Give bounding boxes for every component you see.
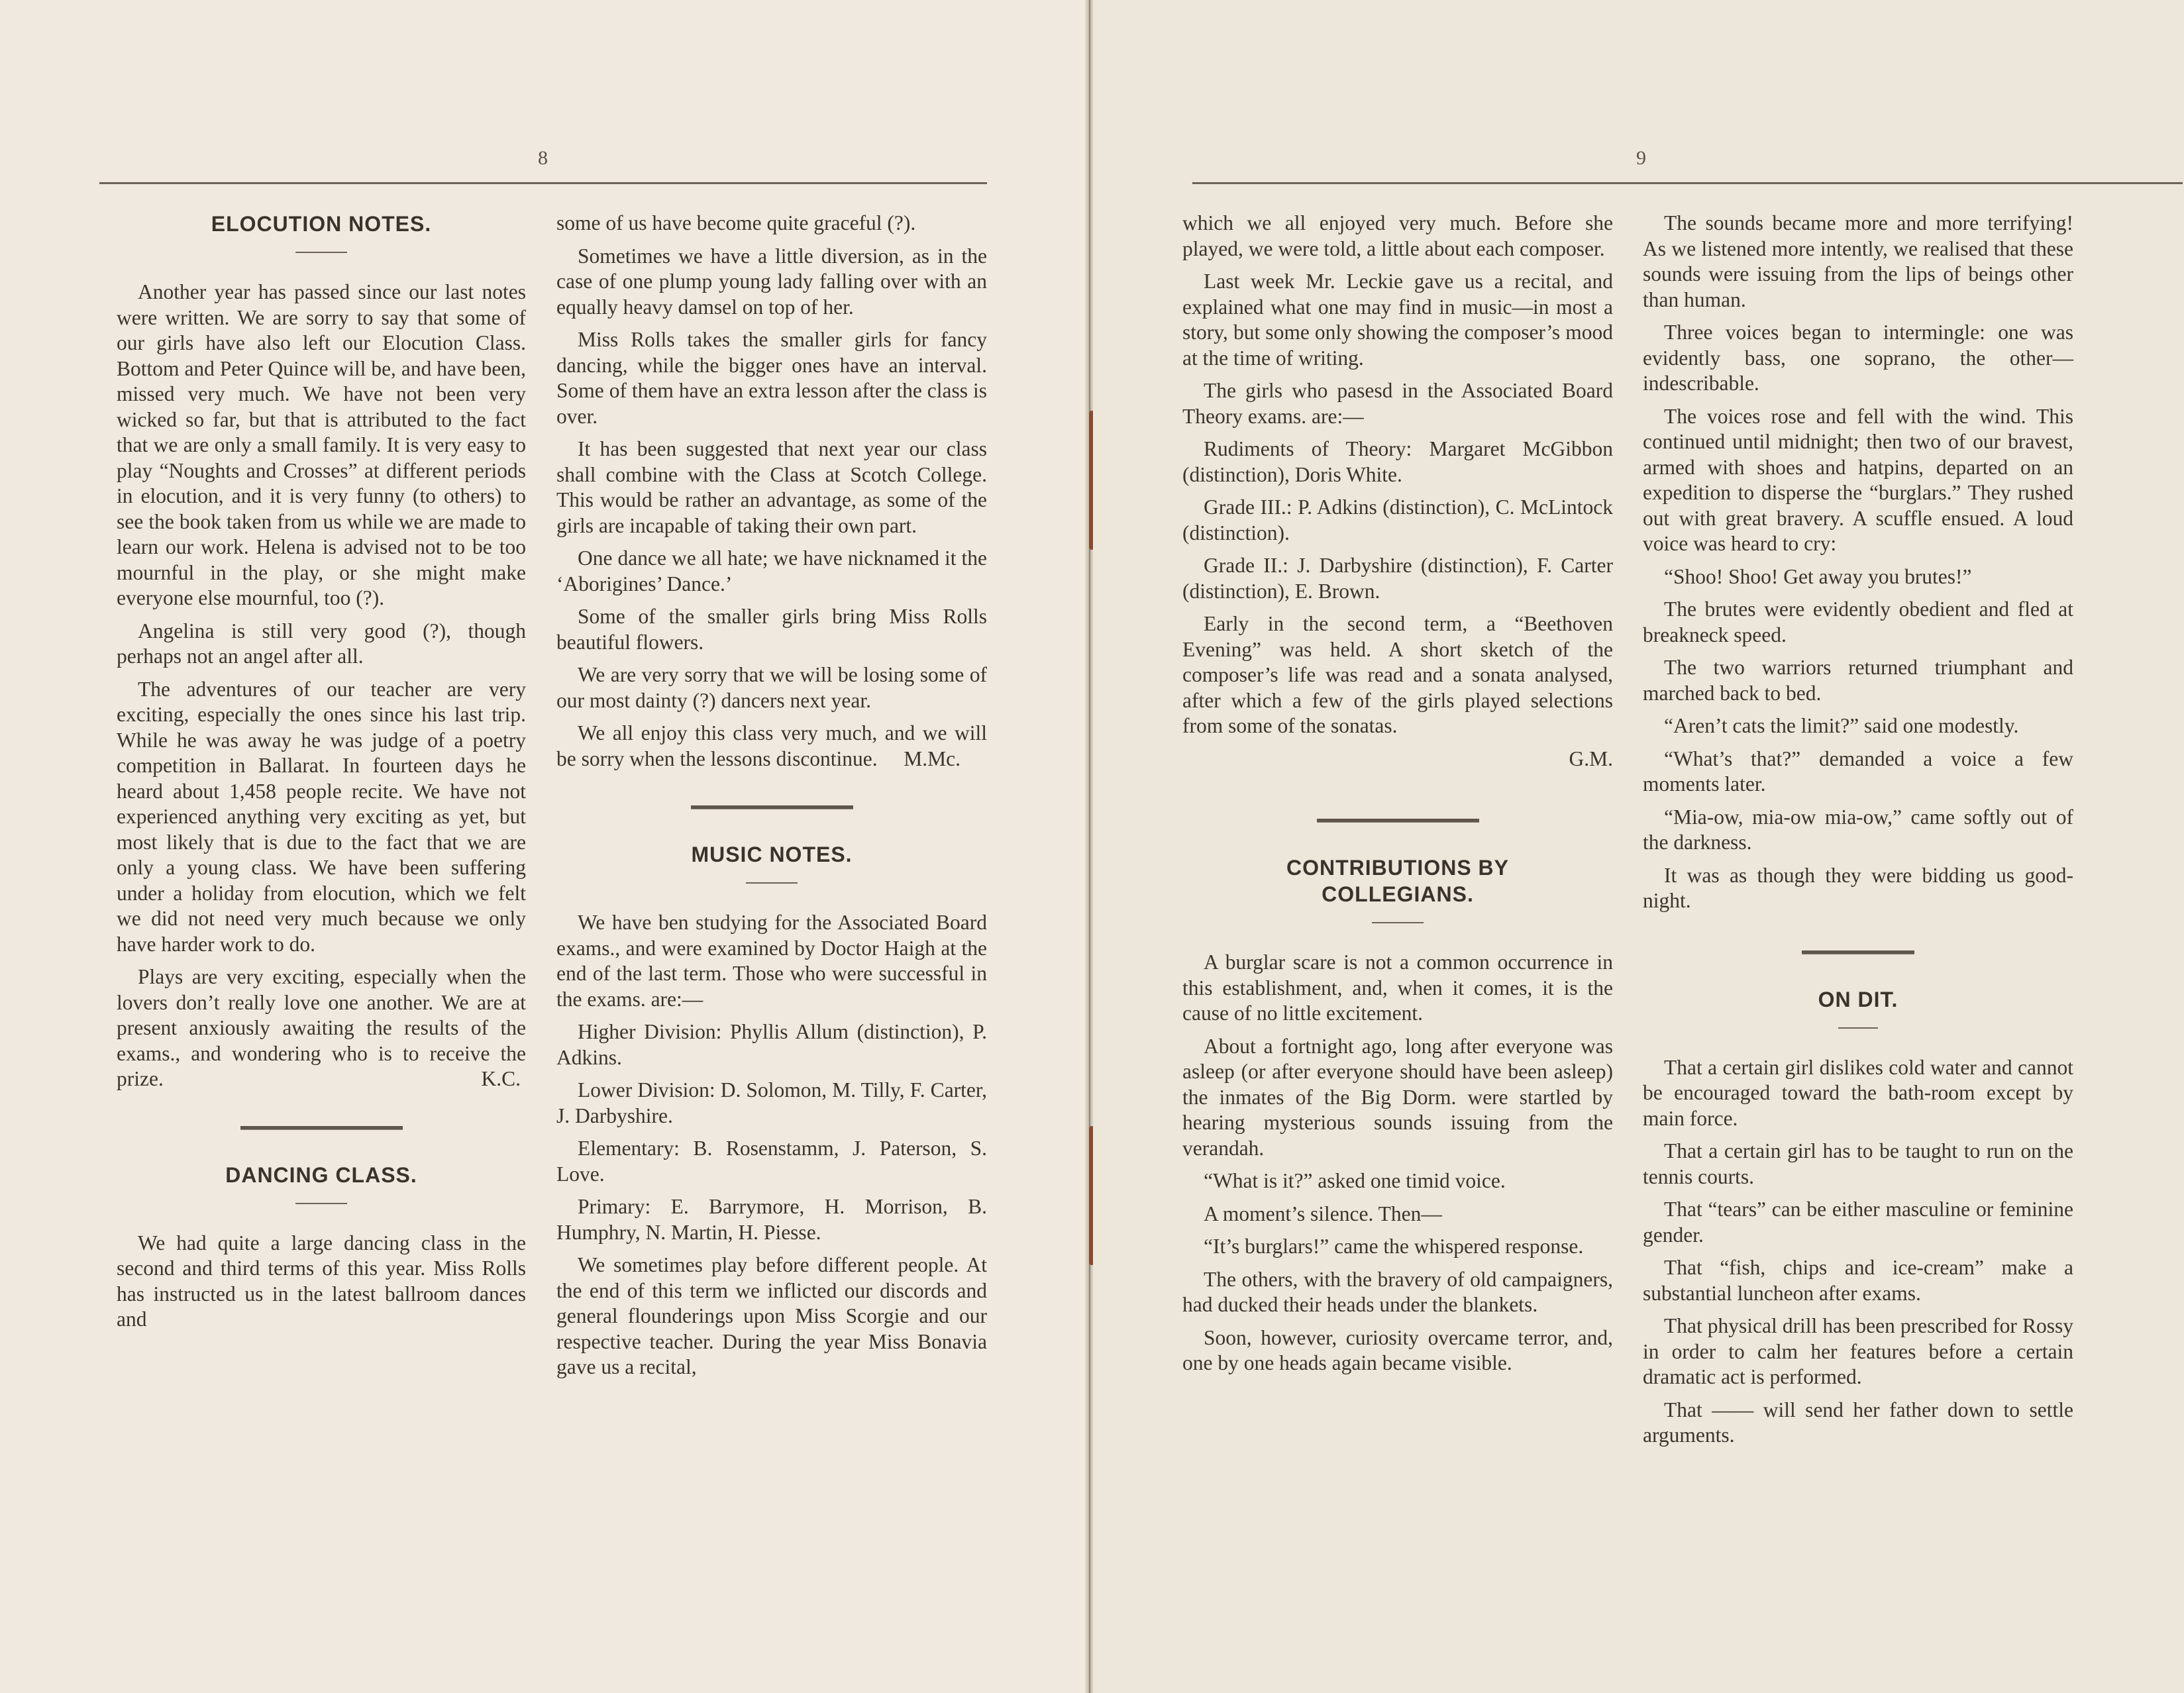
paragraph: which we all enjoyed very much. Before she played, we were told, a little about each composer. bbox=[1182, 211, 1613, 260]
paragraph: A moment’s silence. Then— bbox=[1204, 1202, 1442, 1225]
signature: K.C. bbox=[481, 1067, 521, 1090]
paragraph: The voices rose and fell with the wind. This continued until midnight; then two of our bravest, armed with shoes and hatpins, departed on an expedition to disperse the “burglars.” They rushed out with great bravery. A scuffle ensued. A loud voice was heard to cry: bbox=[1643, 404, 2073, 555]
section-heading-line-2: COLLEGIANS. bbox=[1322, 882, 1474, 906]
page-number: 9 bbox=[1636, 147, 1646, 169]
section-divider bbox=[691, 805, 853, 809]
paragraph: Another year has passed since our last notes were written. We are sorry to say that some of our girls have also left our Elocution Class. Bottom and Peter Quince will be, and have been, missed very much. We have not been very wicked so far, but that is attributed to the fact that we are only a small family. It is very easy to play “Noughts and Crosses” at different periods in elocution, and it is very funny (to others) to see the book taken from us while we are made to learn our work. Helena is advised not to be too mournful in the play, or she might make everyone else mournful, too (?). bbox=[117, 280, 526, 609]
paragraph: some of us have become quite graceful (?). bbox=[556, 211, 916, 234]
paragraph bbox=[556, 721, 987, 772]
paragraph: The girls who pasesd in the Associated Board Theory exams. are:— bbox=[1182, 379, 1613, 428]
paragraph: A burglar scare is not a common occurrence in this establishment, and, when it comes, it is the cause of no little excitement. bbox=[1182, 950, 1613, 1025]
paragraph: About a fortnight ago, long after everyone was asleep (or after everyone should have been asleep) the inmates of the Big Dorm. were startled by hearing mysterious sounds issuing from the verandah. bbox=[1182, 1034, 1613, 1160]
paragraph: “It’s burglars!” came the whispered response. bbox=[1204, 1235, 1584, 1258]
paragraph: The sounds became more and more terrifying! As we listened more intently, we realised that these sounds were issuing from the lips of beings other than human. bbox=[1643, 211, 2073, 311]
paragraph-text: We all enjoy this class very much, and we will be sorry when the lessons discontinue. bbox=[556, 721, 987, 770]
paragraph: Elementary: B. Rosenstamm, J. Paterson, S. Love. bbox=[556, 1137, 987, 1186]
paragraph: “Shoo! Shoo! Get away you brutes!” bbox=[1664, 564, 1972, 588]
page-number: 8 bbox=[538, 147, 548, 169]
paragraph: The adventures of our teacher are very exciting, especially the ones since his last trip. While he was away he was judge of a poetry competition in Ballarat. In fourteen days he heard about 1,458 people recite. We have not experienced anything very exciting as yet, but most likely that is due to the fact that we are only a young class. We have been suffering under a holiday from elocution, which we felt we did not need very much because we only have harder work to do. bbox=[117, 677, 526, 956]
paragraph: That “tears” can be either masculine or feminine gender. bbox=[1643, 1198, 2073, 1247]
section-heading-line-1: CONTRIBUTIONS BY bbox=[1286, 856, 1509, 880]
header-rule bbox=[1192, 182, 2183, 184]
paragraph: Miss Rolls takes the smaller girls for fancy dancing, while the bigger ones have an interval. Some of them have an extra lesson after the class is over. bbox=[556, 328, 987, 428]
section-heading: ON DIT. bbox=[1818, 987, 1898, 1011]
section-heading: DANCING CLASS. bbox=[225, 1162, 417, 1187]
paragraph: One dance we all hate; we have nicknamed it the ‘Aborigines’ Dance.’ bbox=[556, 546, 987, 595]
paragraph: It was as though they were bidding us good-night. bbox=[1643, 863, 2073, 912]
paragraph: We have ben studying for the Associated Board exams., and were examined by Doctor Haigh at the end of the last term. Those who were successful in the exams. are:— bbox=[556, 911, 987, 1011]
paragraph: The brutes were evidently obedient and fled at breakneck speed. bbox=[1643, 597, 2073, 646]
paragraph bbox=[117, 964, 526, 1092]
paragraph: “Mia-ow, mia-ow mia-ow,” came softly out of the darkness. bbox=[1643, 805, 2073, 854]
signature: G.M. bbox=[1569, 746, 1613, 770]
paragraph: That a certain girl dislikes cold water and cannot be encouraged toward the bath-room except by main force. bbox=[1643, 1055, 2073, 1130]
paragraph: Grade II.: J. Darbyshire (distinction), F. Carter (distinction), E. Brown. bbox=[1182, 554, 1613, 603]
paragraph: That physical drill has been prescribed for Rossy in order to calm her features before a certain dramatic act is performed. bbox=[1643, 1314, 2073, 1388]
section-divider bbox=[1317, 819, 1479, 823]
right-page-column-1 bbox=[1182, 211, 1613, 1384]
section-heading: MUSIC NOTES. bbox=[691, 843, 853, 866]
section-heading: ELOCUTION NOTES. bbox=[211, 212, 432, 236]
paragraph: Angelina is still very good (?), though perhaps not an angel after all. bbox=[117, 619, 526, 668]
paragraph: Sometimes we have a little diversion, as in the case of one plump young lady falling over with an equally heavy damsel on top of her. bbox=[556, 244, 987, 319]
paragraph: Higher Division: Phyllis Allum (distinction), P. Adkins. bbox=[556, 1020, 987, 1069]
paragraph: We had quite a large dancing class in the second and third terms of this year. Miss Rolls has instructed us in the latest ballroom dances and bbox=[117, 1231, 526, 1331]
paragraph: Three voices began to intermingle: one was evidently bass, one soprano, the other—indescribable. bbox=[1643, 321, 2073, 395]
paragraph: That “fish, chips and ice-cream” make a substantial luncheon after exams. bbox=[1643, 1256, 2073, 1305]
heading-rule bbox=[1838, 1027, 1878, 1029]
paragraph: The others, with the bravery of old campaigners, had ducked their heads under the blankets. bbox=[1182, 1267, 1613, 1316]
paragraph: Early in the second term, a “Beethoven Evening” was held. A short sketch of the composer’s life was read and a sonata analysed, after which a few of the girls played selections from some of the sonatas. bbox=[1182, 612, 1613, 737]
heading-rule bbox=[295, 252, 347, 253]
heading-rule bbox=[746, 882, 798, 884]
paragraph: That a certain girl has to be taught to run on the tennis courts. bbox=[1643, 1139, 2073, 1188]
paragraph: Last week Mr. Leckie gave us a recital, and explained what one may find in music—in most a story, but some only showing the composer’s mood at the time of writing. bbox=[1182, 270, 1613, 370]
paragraph: Lower Division: D. Solomon, M. Tilly, F. Carter, J. Darbyshire. bbox=[556, 1078, 987, 1127]
paragraph: We are very sorry that we will be losing some of our most dainty (?) dancers next year. bbox=[556, 663, 987, 712]
paragraph: “What is it?” asked one timid voice. bbox=[1204, 1169, 1506, 1192]
paragraph: Rudiments of Theory: Margaret McGibbon (distinction), Doris White. bbox=[1182, 437, 1613, 486]
heading-rule bbox=[1372, 922, 1424, 923]
header-rule bbox=[99, 182, 987, 184]
paragraph-text: Plays are very exciting, especially when the lovers don’t really love one another. We are at present anxiously awaiting the results of the exams., and wondering who is to receive the prize. bbox=[117, 965, 526, 1090]
paragraph: It has been suggested that next year our class shall combine with the Class at Scotch College. This would be rather an advantage, as some of the girls are incapable of taking their own part. bbox=[556, 437, 987, 537]
paragraph: Grade III.: P. Adkins (distinction), C. McLintock (distinction). bbox=[1182, 495, 1613, 544]
paragraph: The two warriors returned triumphant and marched back to bed. bbox=[1643, 656, 2073, 705]
paragraph: “What’s that?” demanded a voice a few moments later. bbox=[1643, 746, 2073, 795]
left-page-column-2 bbox=[556, 211, 987, 1388]
paragraph: Soon, however, curiosity overcame terror, and, one by one heads again became visible. bbox=[1182, 1325, 1613, 1374]
paragraph: Some of the smaller girls bring Miss Rolls beautiful flowers. bbox=[556, 605, 987, 654]
signature: M.Mc. bbox=[904, 746, 961, 770]
paragraph: We sometimes play before different people. At the end of this term we inflicted our discords and general flounderings upon Miss Scorgie and our respective teacher. During the year Miss Bonavia gave us a recital, bbox=[556, 1253, 987, 1378]
right-page bbox=[1093, 0, 2184, 1693]
right-page-column-2 bbox=[1643, 211, 2073, 1456]
heading-rule bbox=[295, 1203, 347, 1204]
left-page-column-1 bbox=[117, 211, 526, 1340]
section-divider bbox=[240, 1126, 403, 1130]
section-divider bbox=[1802, 950, 1914, 954]
paragraph: That —— will send her father down to settle arguments. bbox=[1643, 1398, 2073, 1447]
paragraph: Primary: E. Barrymore, H. Morrison, B. Humphry, N. Martin, H. Piesse. bbox=[556, 1195, 987, 1244]
paragraph: “Aren’t cats the limit?” said one modestly. bbox=[1664, 714, 2019, 737]
left-page bbox=[0, 0, 1086, 1693]
